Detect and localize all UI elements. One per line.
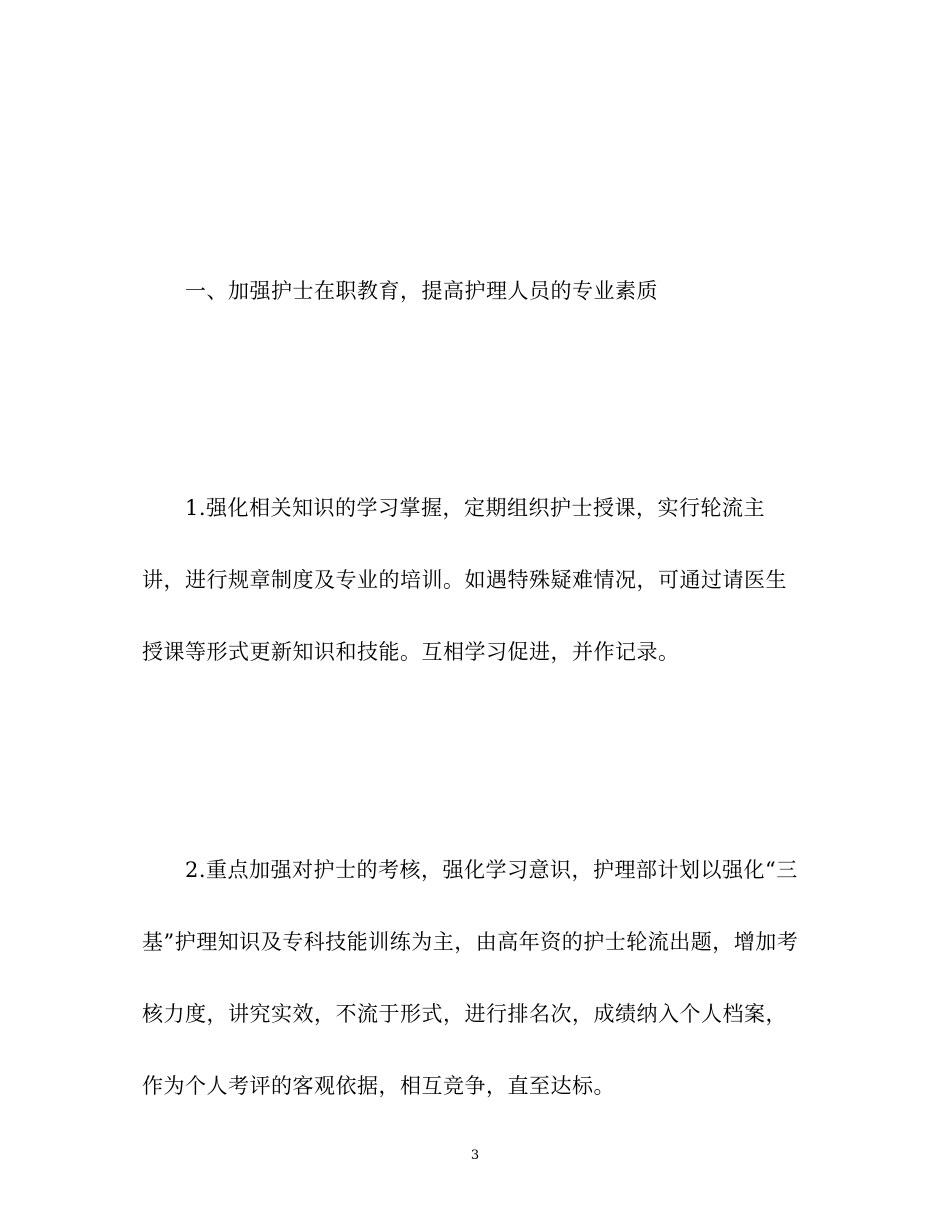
paragraph-2-line-3: 核力度，讲究实效，不流于形式，进行排名次，成绩纳入个人档案，	[142, 1002, 787, 1026]
paragraph-2-line-2: 基”护理知识及专科技能训练为主，由高年资的护士轮流出题，增加考	[142, 930, 799, 954]
paragraph-1-line-1: 1.强化相关知识的学习掌握，定期组织护士授课，实行轮流主	[185, 496, 766, 520]
paragraph-2-line-4: 作为个人考评的客观依据，相互竞争，直至达标。	[142, 1074, 615, 1098]
paragraph-2-line-1: 2.重点加强对护士的考核，强化学习意识，护理部计划以强化“三	[185, 858, 798, 882]
section-heading: 一、加强护士在职教育，提高护理人员的专业素质	[185, 279, 658, 303]
paragraph-1-line-3: 授课等形式更新知识和技能。互相学习促进，并作记录。	[142, 640, 680, 664]
paragraph-1-line-2: 讲，进行规章制度及专业的培训。如遇特殊疑难情况，可通过请医生	[142, 568, 787, 592]
page-number: 3	[470, 1148, 480, 1163]
